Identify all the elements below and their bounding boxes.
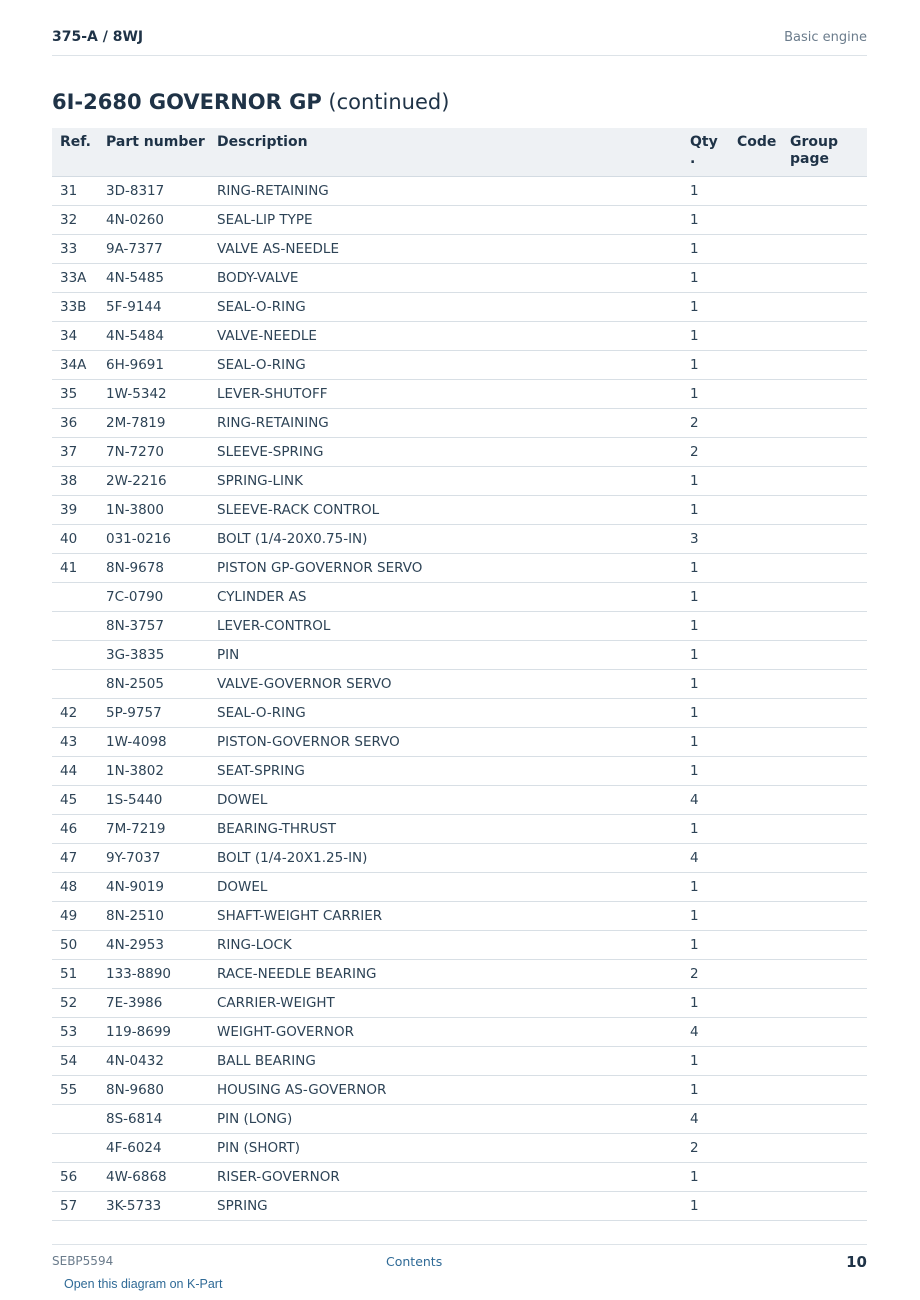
code-cell <box>729 496 782 525</box>
code-cell <box>729 641 782 670</box>
ref-cell <box>52 1134 98 1163</box>
code-cell <box>729 815 782 844</box>
table-row <box>52 293 867 322</box>
table-row <box>52 757 867 786</box>
description-cell: CARRIER-WEIGHT <box>209 989 682 1018</box>
description-cell: VALVE-NEEDLE <box>209 322 682 351</box>
code-cell <box>729 728 782 757</box>
description-cell: RING-RETAINING <box>209 409 682 438</box>
qty-cell: 4 <box>682 786 729 815</box>
table-row <box>52 177 867 206</box>
part-number-cell: 4N-9019 <box>98 873 209 902</box>
part-number-cell: 8N-2510 <box>98 902 209 931</box>
qty-cell: 1 <box>682 177 729 206</box>
ref-cell: 36 <box>52 409 98 438</box>
code-cell <box>729 1105 782 1134</box>
table-row <box>52 960 867 989</box>
table-header-row <box>52 128 867 177</box>
description-cell: PISTON-GOVERNOR SERVO <box>209 728 682 757</box>
ref-cell <box>52 583 98 612</box>
table-row <box>52 699 867 728</box>
description-cell: RING-RETAINING <box>209 177 682 206</box>
code-cell <box>729 554 782 583</box>
part-number-cell: 4W-6868 <box>98 1163 209 1192</box>
group-page-cell <box>782 873 867 902</box>
group-page-cell <box>782 583 867 612</box>
code-cell <box>729 206 782 235</box>
ref-cell: 48 <box>52 873 98 902</box>
ref-cell: 57 <box>52 1192 98 1221</box>
table-row <box>52 380 867 409</box>
qty-cell: 2 <box>682 409 729 438</box>
code-cell <box>729 467 782 496</box>
ref-cell: 52 <box>52 989 98 1018</box>
group-page-cell <box>782 1134 867 1163</box>
ref-cell: 55 <box>52 1076 98 1105</box>
table-row <box>52 1134 867 1163</box>
part-number-cell: 4N-2953 <box>98 931 209 960</box>
ref-cell: 41 <box>52 554 98 583</box>
description-cell: RACE-NEEDLE BEARING <box>209 960 682 989</box>
part-number-cell: 8N-3757 <box>98 612 209 641</box>
ref-cell: 33A <box>52 264 98 293</box>
part-number-cell: 9Y-7037 <box>98 844 209 873</box>
qty-cell: 1 <box>682 989 729 1018</box>
qty-cell: 1 <box>682 1192 729 1221</box>
table-row <box>52 1105 867 1134</box>
description-cell: SHAFT-WEIGHT CARRIER <box>209 902 682 931</box>
title-suffix: (continued) <box>321 90 450 114</box>
table-row <box>52 728 867 757</box>
part-number-cell: 8N-9680 <box>98 1076 209 1105</box>
part-number-cell: 3G-3835 <box>98 641 209 670</box>
group-page-cell <box>782 641 867 670</box>
table-row <box>52 641 867 670</box>
code-cell <box>729 583 782 612</box>
description-cell: SEAL-LIP TYPE <box>209 206 682 235</box>
part-number-cell: 1W-5342 <box>98 380 209 409</box>
qty-cell: 1 <box>682 757 729 786</box>
table-row <box>52 612 867 641</box>
ref-cell: 40 <box>52 525 98 554</box>
qty-cell: 2 <box>682 1134 729 1163</box>
ref-cell: 56 <box>52 1163 98 1192</box>
description-cell: SPRING <box>209 1192 682 1221</box>
table-row <box>52 670 867 699</box>
table-row <box>52 1192 867 1221</box>
ref-cell: 46 <box>52 815 98 844</box>
code-cell <box>729 177 782 206</box>
description-cell: BODY-VALVE <box>209 264 682 293</box>
part-number-cell: 119-8699 <box>98 1018 209 1047</box>
ref-cell: 43 <box>52 728 98 757</box>
title-main: 6I-2680 GOVERNOR GP <box>52 90 322 114</box>
code-cell <box>729 1076 782 1105</box>
group-page-cell <box>782 728 867 757</box>
ref-cell <box>52 641 98 670</box>
ref-cell: 38 <box>52 467 98 496</box>
ref-cell: 33B <box>52 293 98 322</box>
table-row <box>52 873 867 902</box>
part-number-cell: 5F-9144 <box>98 293 209 322</box>
table-row <box>52 786 867 815</box>
contents-link[interactable]: Contents <box>386 1254 443 1269</box>
group-page-cell <box>782 1163 867 1192</box>
group-page-cell <box>782 1105 867 1134</box>
group-page-cell <box>782 699 867 728</box>
col-ref: Ref. <box>52 128 98 177</box>
code-cell <box>729 670 782 699</box>
col-code: Code <box>729 128 782 177</box>
page-footer <box>52 1244 867 1291</box>
ref-cell: 54 <box>52 1047 98 1076</box>
part-number-cell: 8N-9678 <box>98 554 209 583</box>
qty-cell: 3 <box>682 525 729 554</box>
code-cell <box>729 322 782 351</box>
qty-cell: 1 <box>682 554 729 583</box>
description-cell: DOWEL <box>209 786 682 815</box>
group-page-cell <box>782 815 867 844</box>
description-cell: SLEEVE-SPRING <box>209 438 682 467</box>
part-number-cell: 4N-0432 <box>98 1047 209 1076</box>
group-page-cell <box>782 786 867 815</box>
qty-cell: 1 <box>682 264 729 293</box>
description-cell: BEARING-THRUST <box>209 815 682 844</box>
code-cell <box>729 235 782 264</box>
table-row <box>52 525 867 554</box>
description-cell: RISER-GOVERNOR <box>209 1163 682 1192</box>
part-number-cell: 1W-4098 <box>98 728 209 757</box>
group-page-cell <box>782 1018 867 1047</box>
qty-cell: 1 <box>682 351 729 380</box>
table-row <box>52 496 867 525</box>
qty-cell: 4 <box>682 844 729 873</box>
code-cell <box>729 409 782 438</box>
description-cell: DOWEL <box>209 873 682 902</box>
description-cell: VALVE AS-NEEDLE <box>209 235 682 264</box>
qty-cell: 1 <box>682 815 729 844</box>
part-number-cell: 4N-0260 <box>98 206 209 235</box>
part-number-cell: 4F-6024 <box>98 1134 209 1163</box>
group-page-cell <box>782 380 867 409</box>
code-cell <box>729 264 782 293</box>
description-cell: PISTON GP-GOVERNOR SERVO <box>209 554 682 583</box>
code-cell <box>729 293 782 322</box>
ref-cell: 34A <box>52 351 98 380</box>
document-id: SEBP5594 <box>52 1254 114 1268</box>
table-body <box>52 177 867 1221</box>
ref-cell: 32 <box>52 206 98 235</box>
code-cell <box>729 438 782 467</box>
code-cell <box>729 757 782 786</box>
part-number-cell: 7N-7270 <box>98 438 209 467</box>
group-page-cell <box>782 612 867 641</box>
col-part-number: Part number <box>98 128 209 177</box>
part-number-cell: 5P-9757 <box>98 699 209 728</box>
parts-table <box>52 128 867 1221</box>
group-page-cell <box>782 525 867 554</box>
col-group-page: Group page <box>782 128 867 177</box>
part-number-cell: 8S-6814 <box>98 1105 209 1134</box>
description-cell: RING-LOCK <box>209 931 682 960</box>
group-page-cell <box>782 554 867 583</box>
qty-cell: 1 <box>682 1076 729 1105</box>
ref-cell: 45 <box>52 786 98 815</box>
group-page-cell <box>782 931 867 960</box>
table-row <box>52 409 867 438</box>
qty-cell: 1 <box>682 293 729 322</box>
group-page-cell <box>782 989 867 1018</box>
page-number: 10 <box>846 1253 867 1271</box>
description-cell: PIN (SHORT) <box>209 1134 682 1163</box>
code-cell <box>729 380 782 409</box>
code-cell <box>729 1163 782 1192</box>
description-cell: SEAL-O-RING <box>209 351 682 380</box>
code-cell <box>729 1047 782 1076</box>
group-page-cell <box>782 409 867 438</box>
group-page-cell <box>782 177 867 206</box>
section-label: Basic engine <box>784 30 867 45</box>
qty-cell: 1 <box>682 467 729 496</box>
description-cell: LEVER-SHUTOFF <box>209 380 682 409</box>
table-row <box>52 844 867 873</box>
ref-cell <box>52 1105 98 1134</box>
ref-cell <box>52 612 98 641</box>
qty-cell: 1 <box>682 380 729 409</box>
ref-cell: 53 <box>52 1018 98 1047</box>
ref-cell: 49 <box>52 902 98 931</box>
group-page-cell <box>782 757 867 786</box>
group-page-cell <box>782 206 867 235</box>
description-cell: PIN <box>209 641 682 670</box>
table-row <box>52 322 867 351</box>
ref-cell <box>52 670 98 699</box>
table-row <box>52 235 867 264</box>
table-row <box>52 931 867 960</box>
qty-cell: 1 <box>682 902 729 931</box>
group-page-cell <box>782 1076 867 1105</box>
part-number-cell: 4N-5484 <box>98 322 209 351</box>
model-label: 375-A / 8WJ <box>52 29 144 45</box>
part-number-cell: 8N-2505 <box>98 670 209 699</box>
group-page-cell <box>782 467 867 496</box>
qty-cell: 1 <box>682 322 729 351</box>
part-number-cell: 7C-0790 <box>98 583 209 612</box>
description-cell: WEIGHT-GOVERNOR <box>209 1018 682 1047</box>
table-row <box>52 467 867 496</box>
table-row <box>52 1163 867 1192</box>
part-number-cell: 6H-9691 <box>98 351 209 380</box>
part-number-cell: 2M-7819 <box>98 409 209 438</box>
qty-cell: 1 <box>682 873 729 902</box>
group-page-cell <box>782 1192 867 1221</box>
group-page-cell <box>782 496 867 525</box>
description-cell: LEVER-CONTROL <box>209 612 682 641</box>
code-cell <box>729 1192 782 1221</box>
code-cell <box>729 525 782 554</box>
open-diagram-link[interactable]: Open this diagram on K-Part <box>64 1277 223 1291</box>
ref-cell: 50 <box>52 931 98 960</box>
qty-cell: 1 <box>682 496 729 525</box>
ref-cell: 51 <box>52 960 98 989</box>
group-page-cell <box>782 322 867 351</box>
qty-cell: 1 <box>682 206 729 235</box>
description-cell: CYLINDER AS <box>209 583 682 612</box>
ref-cell: 37 <box>52 438 98 467</box>
part-number-cell: 031-0216 <box>98 525 209 554</box>
group-page-cell <box>782 1047 867 1076</box>
table-row <box>52 815 867 844</box>
code-cell <box>729 1134 782 1163</box>
ref-cell: 42 <box>52 699 98 728</box>
description-cell: SEAL-O-RING <box>209 699 682 728</box>
part-number-cell: 7M-7219 <box>98 815 209 844</box>
table-row <box>52 583 867 612</box>
code-cell <box>729 786 782 815</box>
code-cell <box>729 873 782 902</box>
table-row <box>52 1076 867 1105</box>
table-row <box>52 1018 867 1047</box>
qty-cell: 1 <box>682 728 729 757</box>
ref-cell: 33 <box>52 235 98 264</box>
code-cell <box>729 844 782 873</box>
group-page-cell <box>782 351 867 380</box>
group-page-cell <box>782 235 867 264</box>
group-page-cell <box>782 960 867 989</box>
qty-cell: 1 <box>682 235 729 264</box>
part-number-cell: 7E-3986 <box>98 989 209 1018</box>
page-header <box>52 29 867 56</box>
col-description: Description <box>209 128 682 177</box>
table-row <box>52 264 867 293</box>
part-number-cell: 3D-8317 <box>98 177 209 206</box>
ref-cell: 34 <box>52 322 98 351</box>
qty-cell: 4 <box>682 1018 729 1047</box>
description-cell: BALL BEARING <box>209 1047 682 1076</box>
qty-cell: 1 <box>682 699 729 728</box>
part-number-cell: 1N-3800 <box>98 496 209 525</box>
table-row <box>52 438 867 467</box>
code-cell <box>729 902 782 931</box>
description-cell: HOUSING AS-GOVERNOR <box>209 1076 682 1105</box>
description-cell: SEAT-SPRING <box>209 757 682 786</box>
table-row <box>52 989 867 1018</box>
ref-cell: 47 <box>52 844 98 873</box>
part-number-cell: 1S-5440 <box>98 786 209 815</box>
description-cell: SPRING-LINK <box>209 467 682 496</box>
ref-cell: 39 <box>52 496 98 525</box>
code-cell <box>729 699 782 728</box>
table-row <box>52 351 867 380</box>
code-cell <box>729 1018 782 1047</box>
qty-cell: 1 <box>682 1163 729 1192</box>
ref-cell: 44 <box>52 757 98 786</box>
description-cell: PIN (LONG) <box>209 1105 682 1134</box>
part-number-cell: 1N-3802 <box>98 757 209 786</box>
qty-cell: 2 <box>682 438 729 467</box>
qty-cell: 1 <box>682 931 729 960</box>
description-cell: BOLT (1/4-20X0.75-IN) <box>209 525 682 554</box>
table-row <box>52 554 867 583</box>
qty-cell: 1 <box>682 583 729 612</box>
qty-cell: 2 <box>682 960 729 989</box>
table-row <box>52 1047 867 1076</box>
description-cell: BOLT (1/4-20X1.25-IN) <box>209 844 682 873</box>
part-number-cell: 133-8890 <box>98 960 209 989</box>
code-cell <box>729 931 782 960</box>
code-cell <box>729 989 782 1018</box>
group-page-cell <box>782 844 867 873</box>
code-cell <box>729 960 782 989</box>
group-page-cell <box>782 438 867 467</box>
group-page-cell <box>782 293 867 322</box>
group-page-cell <box>782 670 867 699</box>
group-page-cell <box>782 902 867 931</box>
qty-cell: 1 <box>682 641 729 670</box>
qty-cell: 1 <box>682 612 729 641</box>
table-row <box>52 902 867 931</box>
part-number-cell: 4N-5485 <box>98 264 209 293</box>
code-cell <box>729 612 782 641</box>
description-cell: SLEEVE-RACK CONTROL <box>209 496 682 525</box>
part-number-cell: 3K-5733 <box>98 1192 209 1221</box>
group-page-cell <box>782 264 867 293</box>
code-cell <box>729 351 782 380</box>
qty-cell: 1 <box>682 670 729 699</box>
description-cell: VALVE-GOVERNOR SERVO <box>209 670 682 699</box>
page-title <box>52 90 449 114</box>
part-number-cell: 2W-2216 <box>98 467 209 496</box>
qty-cell: 1 <box>682 1047 729 1076</box>
ref-cell: 31 <box>52 177 98 206</box>
table-row <box>52 206 867 235</box>
qty-cell: 4 <box>682 1105 729 1134</box>
ref-cell: 35 <box>52 380 98 409</box>
part-number-cell: 9A-7377 <box>98 235 209 264</box>
col-qty: Qty . <box>682 128 729 177</box>
description-cell: SEAL-O-RING <box>209 293 682 322</box>
